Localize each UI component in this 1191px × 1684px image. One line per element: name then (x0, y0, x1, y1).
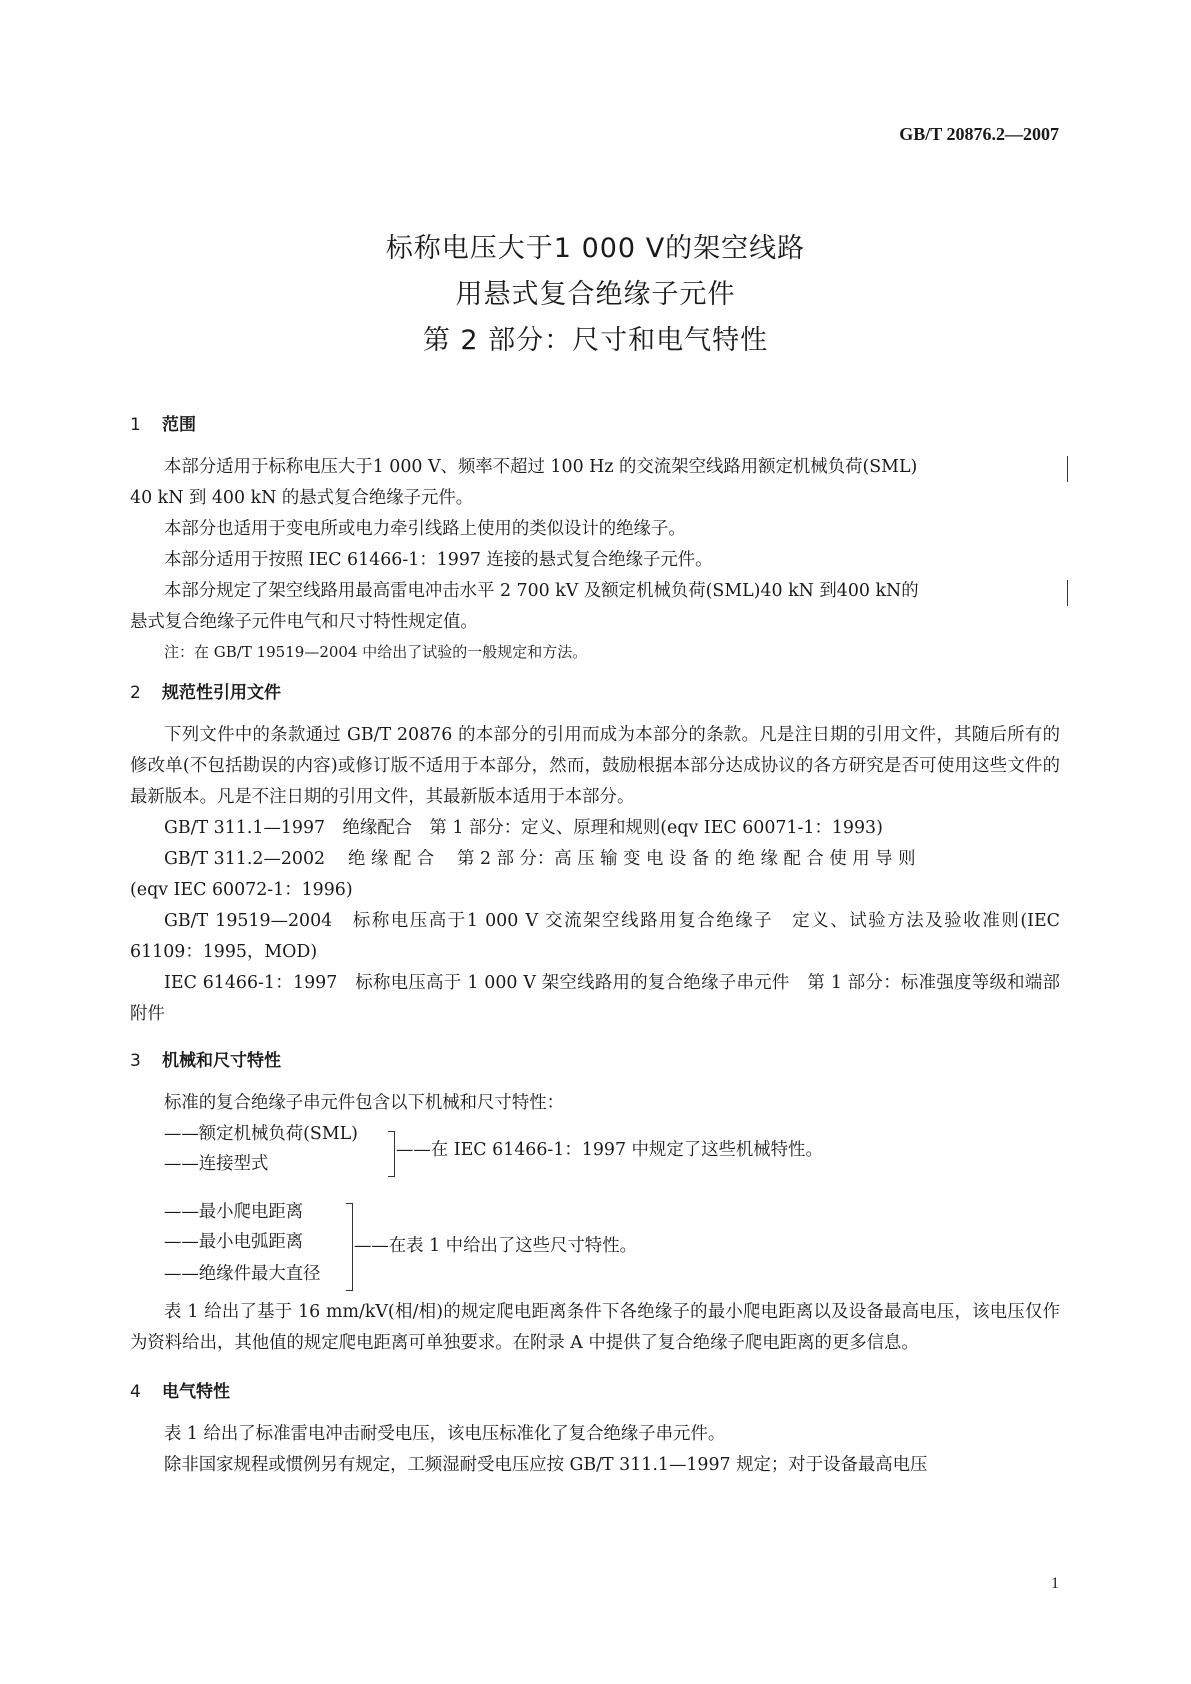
reference-1: GB/T 311.1—1997 绝缘配合 第 1 部分：定义、原理和规则(eqv IEC 60071-1：1993) (164, 818, 883, 838)
electrical-paragraph-2: 除非国家规程或惯例另有规定，工频湿耐受电压应按 GB/T 311.1—1997 规定；对于设备最高电压 (164, 1455, 928, 1475)
list-item: ——最小爬电距离 (164, 1202, 304, 1222)
characteristics-intro: 标准的复合绝缘子串元件包含以下机械和尺寸特性： (164, 1093, 564, 1113)
list-item: ——最小电弧距离 (164, 1232, 304, 1252)
reference-2a: GB/T 311.2—2002 绝 缘 配 合 第 2 部 分：高 压 输 变 电 设 备 的 绝 缘 配 合 使 用 导 则 (164, 849, 916, 869)
list-item: ——额定机械负荷(SML) (164, 1124, 358, 1144)
reference-4: IEC 61466-1：1997 标称电压高于 1 000 V 架空线路用的复合绝缘子串元件 第 1 部分：标准强度等级和端部附件 (130, 973, 1060, 1024)
scope-paragraph-3: 本部分适用于按照 IEC 61466-1：1997 连接的悬式复合绝缘子元件。 (164, 550, 713, 570)
document-body (130, 412, 1060, 1481)
section-2-heading (130, 680, 1060, 706)
characteristics-list (164, 1119, 1060, 1297)
section-number: 1 (130, 415, 141, 435)
reference-2b: (eqv IEC 60072-1：1996) (130, 880, 353, 900)
section-1-heading (130, 412, 1060, 438)
section-number: 2 (130, 683, 141, 703)
section-title: 机械和尺寸特性 (162, 1051, 281, 1071)
section-title: 电气特性 (162, 1382, 230, 1402)
standard-number: GB/T 20876.2—2007 (899, 124, 1059, 144)
scope-note: 注：在 GB/T 19519—2004 中给出了试验的一般规定和方法。 (164, 643, 588, 661)
scope-paragraph-4a: 本部分规定了架空线路用最高雷电冲击水平 2 700 kV 及额定机械负荷(SML)40 kN 到400 kN的 (130, 576, 1060, 607)
section-number: 4 (130, 1382, 141, 1402)
section-3-heading (130, 1048, 1060, 1074)
dimensional-note: ——在表 1 中给出了这些尺寸特性。 (354, 1236, 637, 1256)
section-4-heading (130, 1379, 1060, 1405)
document-title (0, 226, 1191, 364)
list-item: ——绝缘件最大直径 (164, 1264, 321, 1284)
scope-paragraph-2: 本部分也适用于变电所或电力牵引线路上使用的类似设计的绝缘子。 (164, 519, 686, 539)
scope-paragraph-1a: 本部分适用于标称电压大于1 000 V、频率不超过 100 Hz 的交流架空线路用额定机械负荷(SML) (130, 452, 1060, 483)
electrical-paragraph-1: 表 1 给出了标准雷电冲击耐受电压，该电压标准化了复合绝缘子串元件。 (164, 1424, 726, 1444)
references-intro: 下列文件中的条款通过 GB/T 20876 的本部分的引用而成为本部分的条款。凡是注日期的引用文件，其随后所有的修改单(不包括勘误的内容)或修订版不适用于本部分，然而，鼓励根据本部分达成协议的各方研究是否可使用这些文件的最新版本。凡是不注日期的引用文件，其最新版本适用于本部分。 (130, 725, 1060, 807)
page-number: 1 (1051, 1575, 1059, 1592)
bracket-mechanical (388, 1131, 395, 1177)
title-line-3: 第 2 部分：尺寸和电气特性 (422, 325, 769, 356)
section-title: 范围 (162, 415, 196, 435)
title-line-2: 用悬式复合绝缘子元件 (455, 279, 736, 310)
bracket-dimensional (346, 1203, 353, 1291)
list-item: ——连接型式 (164, 1154, 269, 1174)
characteristics-paragraph: 表 1 给出了基于 16 mm/kV(相/相)的规定爬电距离条件下各绝缘子的最小爬电距离以及设备最高电压，该电压仅作为资料给出，其他值的规定爬电距离可单独要求。在附录 A 中提供了复合绝缘子爬电距离的更多信息。 (130, 1302, 1060, 1353)
mechanical-note: ——在 IEC 61466-1：1997 中规定了这些机械特性。 (396, 1140, 823, 1160)
title-line-1: 标称电压大于1 000 V的架空线路 (385, 233, 806, 264)
scope-paragraph-4b: 悬式复合绝缘子元件电气和尺寸特性规定值。 (130, 612, 478, 632)
reference-3: GB/T 19519—2004 标称电压高于1 000 V 交流架空线路用复合绝缘子 定义、试验方法及验收准则(IEC 61109：1995，MOD) (130, 911, 1060, 962)
scope-paragraph-1b: 40 kN 到 400 kN 的悬式复合绝缘子元件。 (130, 488, 474, 508)
section-title: 规范性引用文件 (162, 683, 281, 703)
section-number: 3 (130, 1051, 141, 1071)
